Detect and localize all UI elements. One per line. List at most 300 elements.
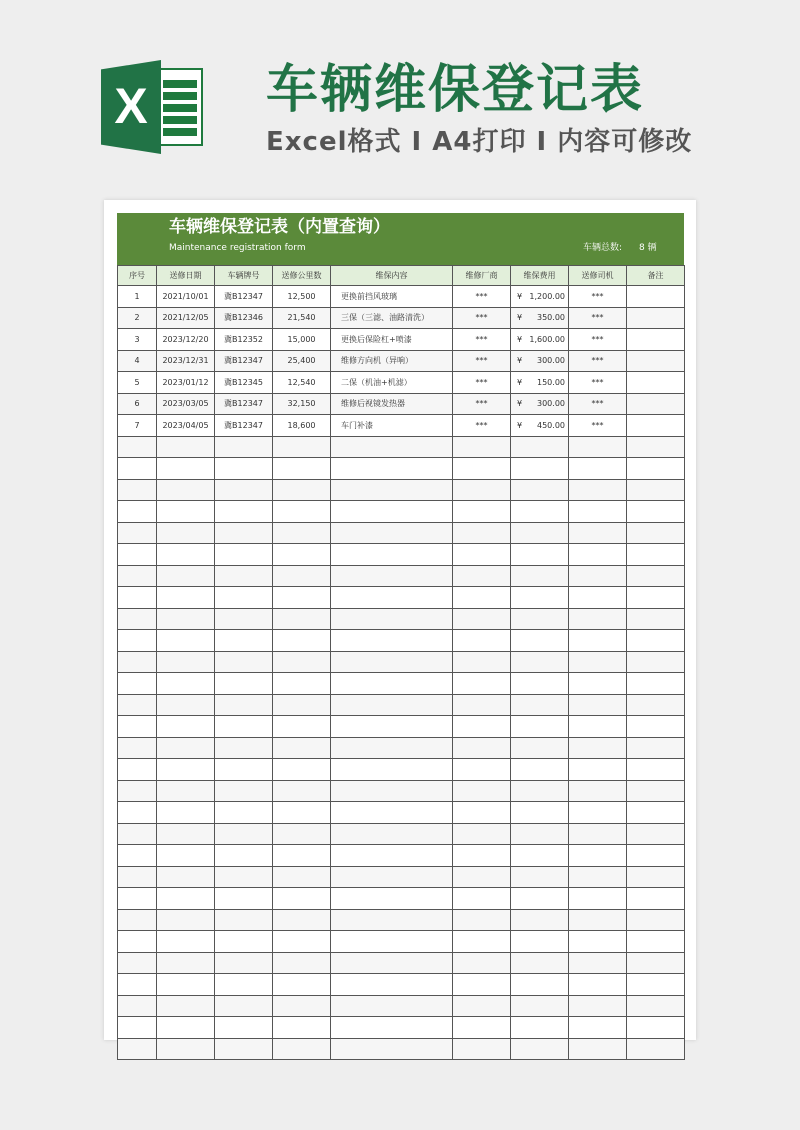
cell-empty[interactable]: [215, 888, 273, 910]
cell-plate[interactable]: 冀B12352: [215, 329, 273, 351]
cell-empty[interactable]: [627, 479, 685, 501]
cell-empty[interactable]: [511, 866, 569, 888]
cell-empty[interactable]: [627, 458, 685, 480]
cell-empty[interactable]: [157, 952, 215, 974]
cell-km[interactable]: 25,400: [273, 350, 331, 372]
cell-plate[interactable]: 冀B12347: [215, 286, 273, 308]
cell-vendor[interactable]: ***: [453, 286, 511, 308]
cell-empty[interactable]: [157, 544, 215, 566]
cell-empty[interactable]: [215, 587, 273, 609]
cell-empty[interactable]: [331, 1038, 453, 1060]
cell-empty[interactable]: [118, 673, 157, 695]
cell-empty[interactable]: [627, 630, 685, 652]
cell-driver[interactable]: ***: [569, 350, 627, 372]
cell-empty[interactable]: [511, 845, 569, 867]
cell-empty[interactable]: [273, 780, 331, 802]
cell-empty[interactable]: [331, 974, 453, 996]
cell-empty[interactable]: [511, 931, 569, 953]
cell-empty[interactable]: [157, 823, 215, 845]
cell-empty[interactable]: [511, 651, 569, 673]
cell-empty[interactable]: [453, 458, 511, 480]
cell-empty[interactable]: [273, 737, 331, 759]
cell-empty[interactable]: [569, 587, 627, 609]
cell-cost[interactable]: [511, 286, 569, 308]
cell-km[interactable]: 32,150: [273, 393, 331, 415]
cell-empty[interactable]: [569, 780, 627, 802]
cell-empty[interactable]: [157, 1038, 215, 1060]
cell-empty[interactable]: [331, 608, 453, 630]
cell-empty[interactable]: [569, 501, 627, 523]
cell-empty[interactable]: [157, 587, 215, 609]
cell-no[interactable]: 6: [118, 393, 157, 415]
cell-empty[interactable]: [331, 909, 453, 931]
cell-empty[interactable]: [157, 737, 215, 759]
cell-empty[interactable]: [273, 716, 331, 738]
cell-vendor[interactable]: ***: [453, 307, 511, 329]
cell-empty[interactable]: [215, 802, 273, 824]
cell-empty[interactable]: [331, 587, 453, 609]
cell-empty[interactable]: [331, 673, 453, 695]
cell-empty[interactable]: [273, 952, 331, 974]
cell-date[interactable]: 2023/03/05: [157, 393, 215, 415]
cell-empty[interactable]: [118, 737, 157, 759]
cell-empty[interactable]: [453, 565, 511, 587]
cell-empty[interactable]: [273, 866, 331, 888]
cell-empty[interactable]: [453, 716, 511, 738]
cell-empty[interactable]: [569, 952, 627, 974]
cell-empty[interactable]: [453, 544, 511, 566]
cell-empty[interactable]: [511, 823, 569, 845]
cell-empty[interactable]: [215, 931, 273, 953]
cell-cost[interactable]: [511, 415, 569, 437]
cell-empty[interactable]: [157, 458, 215, 480]
cell-empty[interactable]: [215, 974, 273, 996]
cell-date[interactable]: 2023/12/31: [157, 350, 215, 372]
cell-empty[interactable]: [453, 845, 511, 867]
cell-content[interactable]: 车门补漆: [331, 415, 453, 437]
cell-empty[interactable]: [569, 823, 627, 845]
cell-empty[interactable]: [157, 716, 215, 738]
cell-empty[interactable]: [118, 952, 157, 974]
cell-empty[interactable]: [157, 845, 215, 867]
cell-km[interactable]: 12,540: [273, 372, 331, 394]
cell-empty[interactable]: [215, 995, 273, 1017]
cell-empty[interactable]: [118, 522, 157, 544]
cell-content[interactable]: 更换后保险杠+喷漆: [331, 329, 453, 351]
cell-empty[interactable]: [511, 1038, 569, 1060]
cell-content[interactable]: 更换前挡风玻璃: [331, 286, 453, 308]
cell-empty[interactable]: [273, 673, 331, 695]
cell-no[interactable]: 5: [118, 372, 157, 394]
cell-empty[interactable]: [157, 651, 215, 673]
cell-empty[interactable]: [453, 673, 511, 695]
cell-empty[interactable]: [215, 780, 273, 802]
cell-empty[interactable]: [627, 909, 685, 931]
cell-empty[interactable]: [511, 759, 569, 781]
cell-driver[interactable]: ***: [569, 393, 627, 415]
cell-empty[interactable]: [453, 501, 511, 523]
column-header[interactable]: 送修日期: [157, 266, 215, 286]
cell-km[interactable]: 21,540: [273, 307, 331, 329]
cell-empty[interactable]: [157, 802, 215, 824]
cell-empty[interactable]: [331, 630, 453, 652]
cell-vendor[interactable]: ***: [453, 329, 511, 351]
cell-plate[interactable]: 冀B12347: [215, 393, 273, 415]
cell-empty[interactable]: [118, 436, 157, 458]
cell-empty[interactable]: [331, 544, 453, 566]
cell-empty[interactable]: [627, 565, 685, 587]
cell-empty[interactable]: [569, 995, 627, 1017]
cell-empty[interactable]: [118, 716, 157, 738]
cell-empty[interactable]: [511, 630, 569, 652]
cell-empty[interactable]: [569, 651, 627, 673]
cell-empty[interactable]: [331, 866, 453, 888]
cell-empty[interactable]: [331, 780, 453, 802]
cell-content[interactable]: 维修后视镜发热器: [331, 393, 453, 415]
cell-empty[interactable]: [118, 1038, 157, 1060]
cell-empty[interactable]: [273, 909, 331, 931]
cell-empty[interactable]: [273, 974, 331, 996]
cell-empty[interactable]: [273, 1038, 331, 1060]
cell-empty[interactable]: [511, 458, 569, 480]
cell-empty[interactable]: [453, 759, 511, 781]
cell-empty[interactable]: [331, 759, 453, 781]
cell-empty[interactable]: [453, 651, 511, 673]
cell-empty[interactable]: [331, 694, 453, 716]
cell-empty[interactable]: [627, 1038, 685, 1060]
column-header[interactable]: 车辆牌号: [215, 266, 273, 286]
cell-empty[interactable]: [215, 673, 273, 695]
cell-empty[interactable]: [453, 587, 511, 609]
cell-empty[interactable]: [511, 694, 569, 716]
cell-empty[interactable]: [118, 501, 157, 523]
cell-empty[interactable]: [627, 974, 685, 996]
cell-empty[interactable]: [511, 544, 569, 566]
cell-empty[interactable]: [157, 694, 215, 716]
cell-empty[interactable]: [511, 974, 569, 996]
cell-cost[interactable]: [511, 307, 569, 329]
cell-empty[interactable]: [511, 479, 569, 501]
cell-empty[interactable]: [157, 630, 215, 652]
cell-empty[interactable]: [331, 802, 453, 824]
cell-empty[interactable]: [453, 952, 511, 974]
cell-empty[interactable]: [627, 866, 685, 888]
cell-empty[interactable]: [331, 651, 453, 673]
cell-empty[interactable]: [118, 608, 157, 630]
cell-empty[interactable]: [331, 501, 453, 523]
cell-empty[interactable]: [511, 436, 569, 458]
cell-empty[interactable]: [273, 630, 331, 652]
cell-empty[interactable]: [118, 845, 157, 867]
cell-empty[interactable]: [569, 522, 627, 544]
cell-empty[interactable]: [331, 479, 453, 501]
cell-empty[interactable]: [453, 737, 511, 759]
cell-empty[interactable]: [627, 737, 685, 759]
cell-empty[interactable]: [118, 995, 157, 1017]
cell-content[interactable]: 维修方向机（异响）: [331, 350, 453, 372]
cell-plate[interactable]: 冀B12347: [215, 350, 273, 372]
cell-empty[interactable]: [511, 909, 569, 931]
cell-empty[interactable]: [157, 501, 215, 523]
cell-vendor[interactable]: ***: [453, 415, 511, 437]
cell-empty[interactable]: [331, 737, 453, 759]
cell-plate[interactable]: 冀B12345: [215, 372, 273, 394]
cell-empty[interactable]: [118, 888, 157, 910]
cell-empty[interactable]: [118, 544, 157, 566]
cell-empty[interactable]: [331, 995, 453, 1017]
cell-empty[interactable]: [627, 673, 685, 695]
cell-date[interactable]: 2023/01/12: [157, 372, 215, 394]
cell-empty[interactable]: [215, 436, 273, 458]
cell-empty[interactable]: [215, 458, 273, 480]
cell-empty[interactable]: [627, 759, 685, 781]
cell-empty[interactable]: [511, 565, 569, 587]
cell-empty[interactable]: [215, 737, 273, 759]
cell-empty[interactable]: [453, 1017, 511, 1039]
cell-empty[interactable]: [569, 931, 627, 953]
cell-note[interactable]: [627, 329, 685, 351]
cell-empty[interactable]: [118, 1017, 157, 1039]
cell-empty[interactable]: [627, 587, 685, 609]
cell-empty[interactable]: [569, 673, 627, 695]
cell-empty[interactable]: [331, 458, 453, 480]
cell-empty[interactable]: [273, 651, 331, 673]
cell-empty[interactable]: [453, 974, 511, 996]
cell-empty[interactable]: [331, 931, 453, 953]
cell-empty[interactable]: [157, 673, 215, 695]
cell-empty[interactable]: [215, 759, 273, 781]
cell-empty[interactable]: [453, 436, 511, 458]
cell-empty[interactable]: [569, 479, 627, 501]
cell-empty[interactable]: [273, 823, 331, 845]
cell-driver[interactable]: ***: [569, 372, 627, 394]
cell-no[interactable]: 3: [118, 329, 157, 351]
cell-empty[interactable]: [118, 780, 157, 802]
cell-empty[interactable]: [569, 866, 627, 888]
cell-empty[interactable]: [157, 759, 215, 781]
cell-empty[interactable]: [627, 780, 685, 802]
cell-empty[interactable]: [118, 630, 157, 652]
cell-empty[interactable]: [511, 501, 569, 523]
cell-empty[interactable]: [569, 737, 627, 759]
cell-empty[interactable]: [273, 501, 331, 523]
cell-empty[interactable]: [215, 845, 273, 867]
cell-empty[interactable]: [118, 802, 157, 824]
cell-content[interactable]: 三保（三滤、油路清洗）: [331, 307, 453, 329]
cell-empty[interactable]: [511, 522, 569, 544]
cell-empty[interactable]: [627, 501, 685, 523]
column-header[interactable]: 维保内容: [331, 266, 453, 286]
cell-empty[interactable]: [453, 522, 511, 544]
cell-empty[interactable]: [453, 888, 511, 910]
cell-empty[interactable]: [273, 888, 331, 910]
cell-empty[interactable]: [215, 522, 273, 544]
cell-empty[interactable]: [453, 995, 511, 1017]
cell-empty[interactable]: [118, 565, 157, 587]
cell-empty[interactable]: [569, 436, 627, 458]
cell-empty[interactable]: [569, 888, 627, 910]
cell-empty[interactable]: [118, 909, 157, 931]
cell-empty[interactable]: [157, 866, 215, 888]
cell-empty[interactable]: [453, 909, 511, 931]
cell-empty[interactable]: [453, 479, 511, 501]
cell-empty[interactable]: [569, 630, 627, 652]
cell-empty[interactable]: [273, 759, 331, 781]
cell-empty[interactable]: [331, 565, 453, 587]
cell-empty[interactable]: [627, 995, 685, 1017]
cell-empty[interactable]: [569, 759, 627, 781]
cell-empty[interactable]: [627, 608, 685, 630]
cell-note[interactable]: [627, 307, 685, 329]
cell-empty[interactable]: [569, 1017, 627, 1039]
cell-empty[interactable]: [273, 587, 331, 609]
cell-empty[interactable]: [273, 544, 331, 566]
cell-empty[interactable]: [215, 544, 273, 566]
cell-empty[interactable]: [157, 479, 215, 501]
column-header[interactable]: 备注: [627, 266, 685, 286]
cell-empty[interactable]: [569, 716, 627, 738]
cell-empty[interactable]: [331, 845, 453, 867]
cell-empty[interactable]: [569, 974, 627, 996]
cell-empty[interactable]: [215, 565, 273, 587]
cell-empty[interactable]: [453, 931, 511, 953]
cell-empty[interactable]: [118, 651, 157, 673]
cell-empty[interactable]: [511, 673, 569, 695]
cell-empty[interactable]: [118, 823, 157, 845]
cell-cost[interactable]: [511, 372, 569, 394]
cell-empty[interactable]: [331, 888, 453, 910]
cell-empty[interactable]: [157, 995, 215, 1017]
cell-empty[interactable]: [331, 522, 453, 544]
cell-empty[interactable]: [157, 565, 215, 587]
column-header[interactable]: 维修厂商: [453, 266, 511, 286]
cell-empty[interactable]: [453, 866, 511, 888]
cell-empty[interactable]: [118, 479, 157, 501]
cell-empty[interactable]: [569, 802, 627, 824]
cell-empty[interactable]: [511, 995, 569, 1017]
cell-empty[interactable]: [331, 952, 453, 974]
cell-empty[interactable]: [511, 1017, 569, 1039]
cell-empty[interactable]: [118, 759, 157, 781]
cell-empty[interactable]: [627, 931, 685, 953]
cell-empty[interactable]: [273, 931, 331, 953]
cell-vendor[interactable]: ***: [453, 372, 511, 394]
cell-empty[interactable]: [331, 436, 453, 458]
cell-empty[interactable]: [511, 716, 569, 738]
cell-km[interactable]: 18,600: [273, 415, 331, 437]
cell-empty[interactable]: [569, 544, 627, 566]
cell-note[interactable]: [627, 286, 685, 308]
cell-driver[interactable]: ***: [569, 329, 627, 351]
cell-empty[interactable]: [331, 716, 453, 738]
cell-empty[interactable]: [215, 651, 273, 673]
cell-empty[interactable]: [273, 845, 331, 867]
cell-empty[interactable]: [453, 1038, 511, 1060]
cell-empty[interactable]: [453, 694, 511, 716]
cell-empty[interactable]: [215, 501, 273, 523]
cell-empty[interactable]: [157, 780, 215, 802]
cell-empty[interactable]: [118, 587, 157, 609]
cell-empty[interactable]: [627, 436, 685, 458]
cell-empty[interactable]: [157, 909, 215, 931]
cell-date[interactable]: 2023/12/20: [157, 329, 215, 351]
cell-driver[interactable]: ***: [569, 286, 627, 308]
cell-date[interactable]: 2021/10/01: [157, 286, 215, 308]
cell-empty[interactable]: [215, 716, 273, 738]
cell-note[interactable]: [627, 372, 685, 394]
cell-empty[interactable]: [118, 458, 157, 480]
cell-vendor[interactable]: ***: [453, 393, 511, 415]
cell-empty[interactable]: [273, 608, 331, 630]
cell-empty[interactable]: [453, 802, 511, 824]
cell-empty[interactable]: [627, 888, 685, 910]
cell-empty[interactable]: [453, 780, 511, 802]
cell-empty[interactable]: [331, 823, 453, 845]
cell-empty[interactable]: [453, 823, 511, 845]
cell-empty[interactable]: [627, 845, 685, 867]
cell-empty[interactable]: [157, 608, 215, 630]
cell-empty[interactable]: [569, 1038, 627, 1060]
cell-cost[interactable]: [511, 393, 569, 415]
cell-empty[interactable]: [215, 823, 273, 845]
cell-driver[interactable]: ***: [569, 415, 627, 437]
cell-note[interactable]: [627, 415, 685, 437]
cell-no[interactable]: 4: [118, 350, 157, 372]
cell-empty[interactable]: [273, 436, 331, 458]
cell-empty[interactable]: [627, 544, 685, 566]
cell-empty[interactable]: [118, 974, 157, 996]
cell-km[interactable]: 15,000: [273, 329, 331, 351]
cell-plate[interactable]: 冀B12347: [215, 415, 273, 437]
cell-empty[interactable]: [453, 608, 511, 630]
cell-empty[interactable]: [157, 931, 215, 953]
cell-empty[interactable]: [118, 866, 157, 888]
cell-empty[interactable]: [273, 694, 331, 716]
cell-empty[interactable]: [511, 608, 569, 630]
cell-empty[interactable]: [273, 522, 331, 544]
cell-empty[interactable]: [157, 522, 215, 544]
column-header[interactable]: 序号: [118, 266, 157, 286]
cell-empty[interactable]: [273, 479, 331, 501]
cell-empty[interactable]: [569, 458, 627, 480]
column-header[interactable]: 送修司机: [569, 266, 627, 286]
cell-empty[interactable]: [627, 694, 685, 716]
column-header[interactable]: 维保费用: [511, 266, 569, 286]
cell-empty[interactable]: [157, 974, 215, 996]
cell-empty[interactable]: [157, 1017, 215, 1039]
cell-empty[interactable]: [157, 888, 215, 910]
cell-no[interactable]: 7: [118, 415, 157, 437]
cell-note[interactable]: [627, 393, 685, 415]
cell-date[interactable]: 2023/04/05: [157, 415, 215, 437]
cell-empty[interactable]: [511, 587, 569, 609]
column-header[interactable]: 送修公里数: [273, 266, 331, 286]
cell-empty[interactable]: [627, 522, 685, 544]
cell-empty[interactable]: [569, 845, 627, 867]
cell-empty[interactable]: [511, 802, 569, 824]
cell-empty[interactable]: [627, 1017, 685, 1039]
cell-empty[interactable]: [569, 909, 627, 931]
cell-empty[interactable]: [273, 565, 331, 587]
cell-empty[interactable]: [511, 737, 569, 759]
cell-empty[interactable]: [215, 479, 273, 501]
cell-content[interactable]: 二保（机油+机滤）: [331, 372, 453, 394]
cell-note[interactable]: [627, 350, 685, 372]
cell-empty[interactable]: [511, 780, 569, 802]
cell-empty[interactable]: [157, 436, 215, 458]
cell-empty[interactable]: [273, 995, 331, 1017]
cell-empty[interactable]: [569, 694, 627, 716]
